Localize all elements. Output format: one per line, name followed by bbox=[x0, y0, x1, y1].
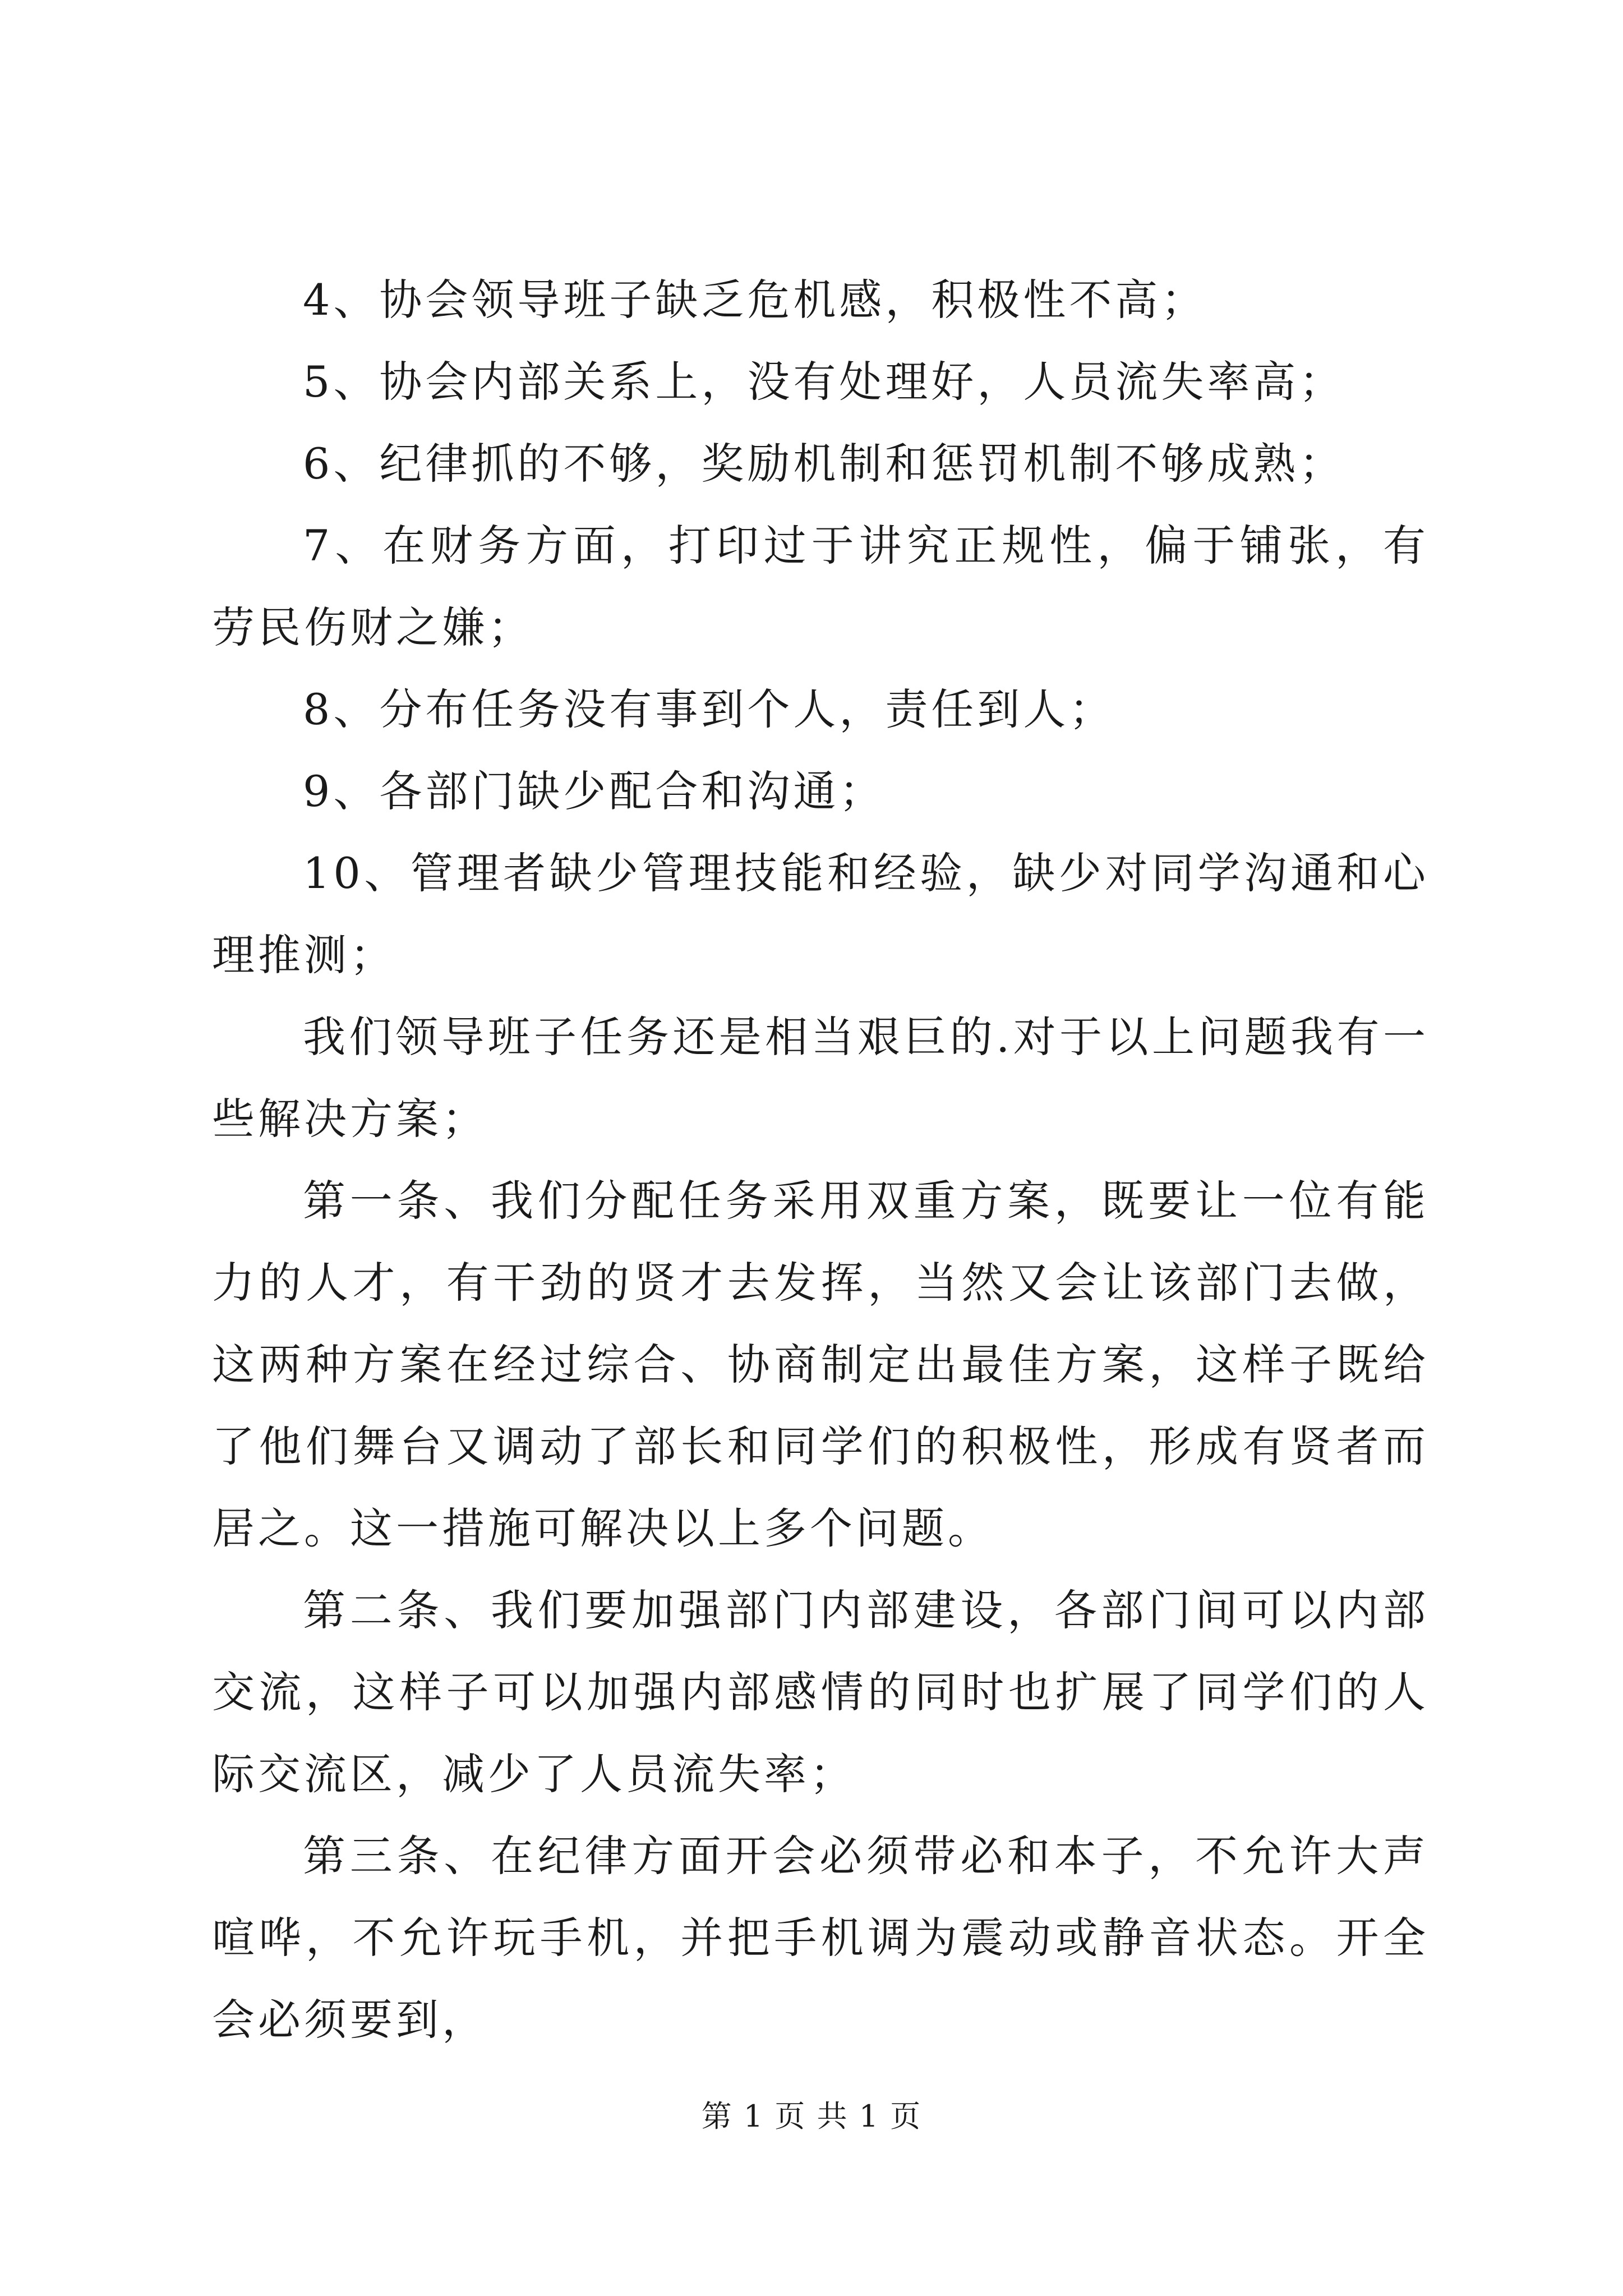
paragraph-item-8: 8、分布任务没有事到个人，责任到人； bbox=[303, 684, 1115, 734]
paragraph-item-9: 9、各部门缺少配合和沟通； bbox=[303, 766, 886, 816]
paragraph-item-5: 5、协会内部关系上，没有处理好，人员流失率高； bbox=[303, 357, 1345, 407]
paragraph-article-3: 第三条、在纪律方面开会必须带必和本子，不允许大声喧哗，不允许玩手机，并把手机调为震动或静音状态。开全会必须要到， bbox=[212, 1831, 1429, 2045]
paragraph-item-10: 10、管理者缺少管理技能和经验，缺少对同学沟通和心理推测； bbox=[212, 848, 1429, 980]
page-number-label: 第 1 页 共 1 页 bbox=[701, 2099, 922, 2134]
paragraph-solutions-intro: 我们领导班子任务还是相当艰巨的.对于以上问题我有一些解决方案； bbox=[212, 1012, 1429, 1144]
paragraph-article-2: 第二条、我们要加强部门内部建设，各部门间可以内部交流，这样子可以加强内部感情的同时也扩展了同学们的人际交流区，减少了人员流失率； bbox=[212, 1585, 1429, 1799]
document-body bbox=[212, 259, 1429, 2061]
paragraph-item-6: 6、纪律抓的不够，奖励机制和惩罚机制不够成熟； bbox=[303, 439, 1345, 489]
paragraph-article-1: 第一条、我们分配任务采用双重方案，既要让一位有能力的人才，有干劲的贤才去发挥，当然又会让该部门去做，这两种方案在经过综合、协商制定出最佳方案，这样子既给了他们舞台又调动了部长和同学们的积极性，形成有贤者而居之。这一措施可解决以上多个问题。 bbox=[212, 1176, 1429, 1553]
paragraph-item-7: 7、在财务方面，打印过于讲究正规性，偏于铺张，有劳民伤财之嫌； bbox=[212, 521, 1429, 652]
paragraph-item-4: 4、协会领导班子缺乏危机感，积极性不高； bbox=[303, 275, 1207, 325]
page-footer bbox=[0, 2097, 1623, 2136]
